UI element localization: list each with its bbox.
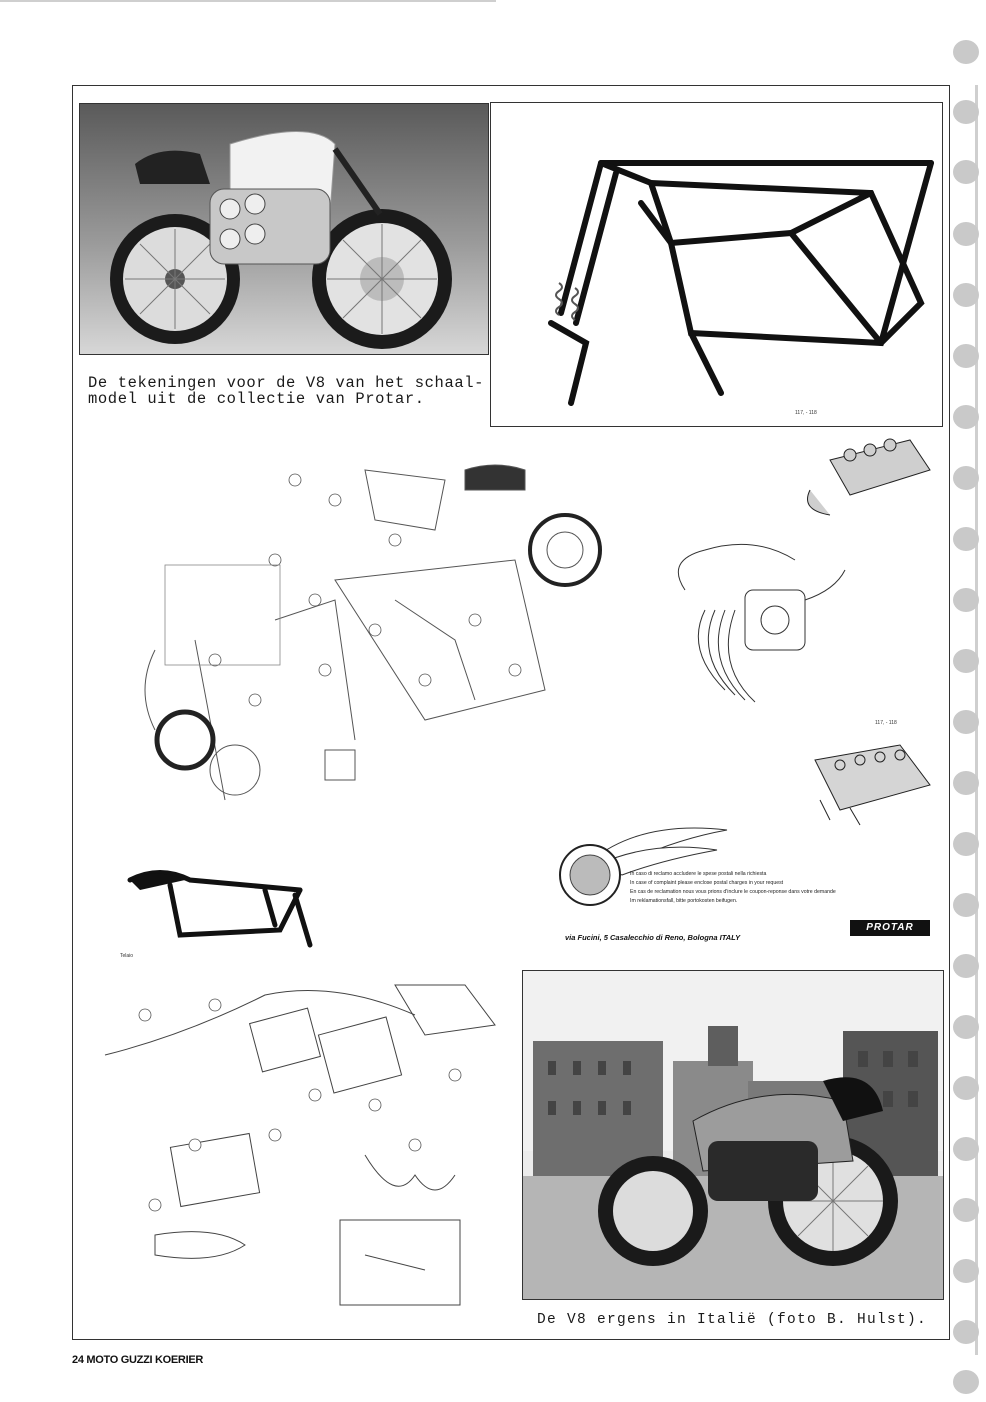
chassis-exploded-diagram	[95, 440, 610, 820]
punch-hole	[953, 283, 979, 307]
telaio-sketch	[100, 855, 330, 955]
v8-engine-sketch-top	[790, 420, 940, 520]
punch-hole	[953, 1370, 979, 1394]
engine-exploded-diagram	[95, 975, 515, 1315]
punch-hole	[953, 527, 979, 551]
top-caption-line-1: De tekeningen voor de V8 van het schaal-	[88, 374, 485, 392]
top-caption-line-2: model uit de collectie van Protar.	[88, 390, 425, 408]
advert-line-1: In caso di reclamo accludere le spese postali nella richiesta	[630, 871, 767, 877]
top-edge-rule	[0, 0, 496, 2]
punch-hole	[953, 710, 979, 734]
wiring-diagram	[645, 530, 865, 710]
bottom-caption: De V8 ergens in Italië (foto B. Hulst).	[537, 1312, 928, 1328]
advert-notice	[630, 870, 836, 906]
punch-hole	[953, 405, 979, 429]
punch-hole	[953, 832, 979, 856]
v8-piazza-image	[523, 971, 944, 1300]
advert-line-2: In case of complaint please enclose postal charges in your request	[630, 880, 784, 886]
punch-hole	[953, 1259, 979, 1283]
punch-hole	[953, 954, 979, 978]
protar-brand-logo: PROTAR	[850, 920, 930, 936]
punch-hole	[953, 1076, 979, 1100]
punch-hole	[953, 160, 979, 184]
protar-advert	[540, 820, 940, 950]
punch-hole	[953, 1137, 979, 1161]
photo-frame	[490, 102, 943, 427]
frame-image	[491, 103, 943, 427]
v8-engine-sketch-mid	[790, 730, 940, 830]
punch-hole	[953, 1198, 979, 1222]
part-ref-mid: 117, - 118	[875, 720, 897, 726]
engine-drawing-mid	[790, 720, 940, 830]
exploded-engine-drawing	[95, 975, 515, 1315]
punch-hole	[953, 100, 979, 124]
top-caption	[88, 375, 484, 407]
punch-hole	[953, 1015, 979, 1039]
punch-hole	[953, 893, 979, 917]
advert-line-3: En cas de reclamation nous vous prions d'inclure le coupon-reponse dans votre demande	[630, 889, 836, 895]
model-motorcycle-image	[80, 104, 489, 355]
frame-label: Telaio	[120, 953, 134, 959]
page-footer: 24 MOTO GUZZI KOERIER	[72, 1354, 204, 1366]
advert-line-4: Im reklamationsfall, bitte portokosten beifugen.	[630, 898, 738, 904]
photo-v8-in-italy	[522, 970, 944, 1300]
ignition-wiring-sketch	[645, 530, 865, 710]
punch-hole	[953, 649, 979, 673]
photo-scale-model-motorcycle	[79, 103, 489, 355]
punch-hole	[953, 1320, 979, 1344]
part-ref-top: 117, - 118	[795, 410, 817, 416]
punch-hole	[953, 466, 979, 490]
engine-drawing-top	[790, 410, 940, 520]
punch-hole	[953, 222, 979, 246]
exploded-chassis-drawing	[95, 440, 610, 820]
punch-hole	[953, 588, 979, 612]
punch-hole	[953, 40, 979, 64]
frame-silhouette-drawing	[100, 855, 330, 965]
advert-address: via Fucini, 5 Casalecchio di Reno, Bologna ITALY	[565, 933, 741, 942]
punch-hole	[953, 344, 979, 368]
punch-hole	[953, 771, 979, 795]
